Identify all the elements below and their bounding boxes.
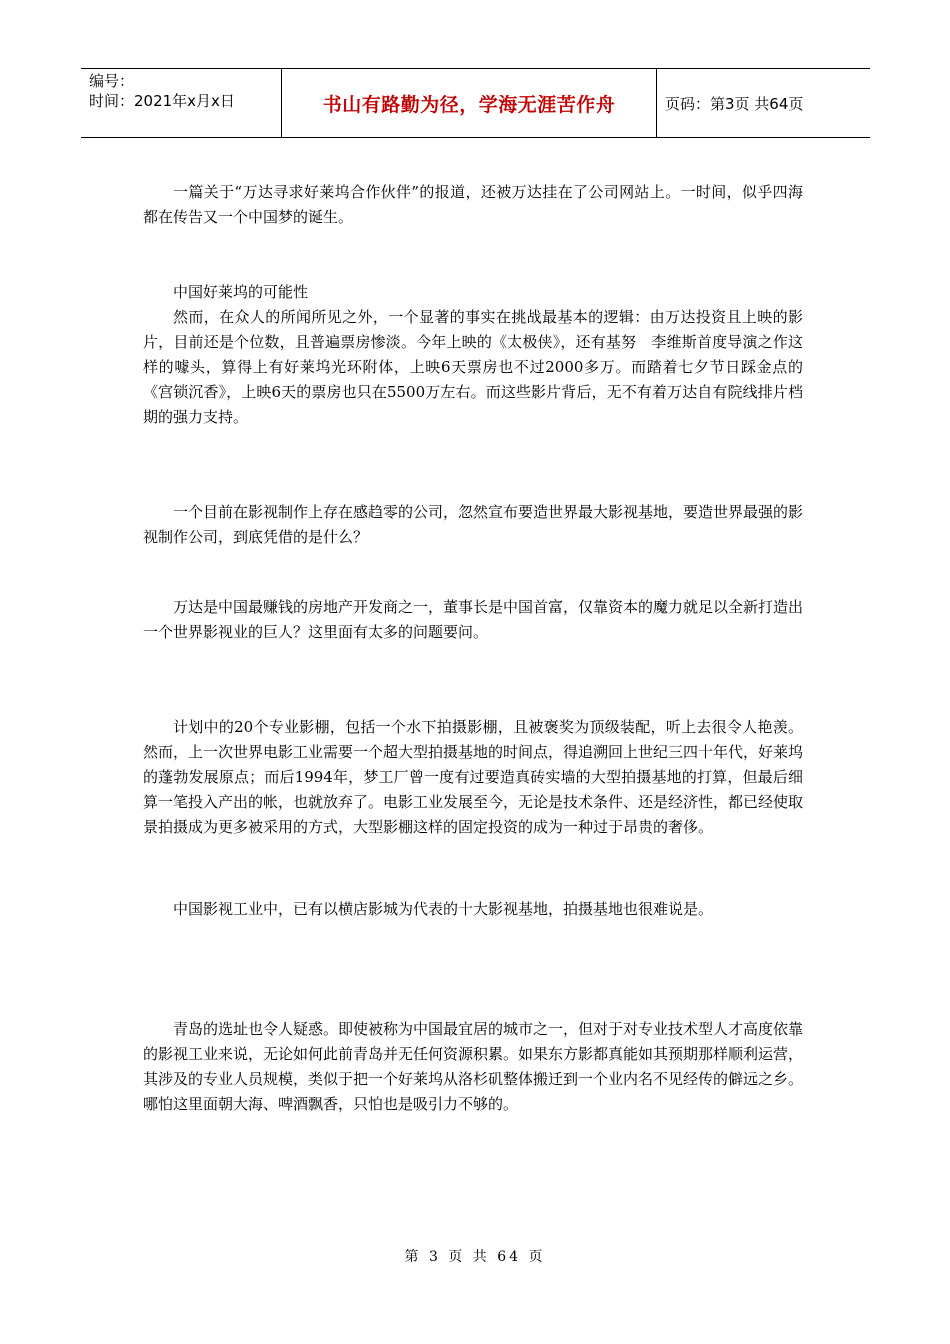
page-footer: 第 3 页 共 64 页 [404, 1249, 546, 1265]
header-page-info: 页码：第3页 共64页 [665, 94, 804, 113]
header-table [81, 68, 870, 138]
paragraph: 青岛的选址也令人疑惑。即使被称为中国最宜居的城市之一，但对于对专业技术型人才高度依靠的影视工业来说，无论如何此前青岛并无任何资源积累。如果东方影都真能如其预期那样顺利运营，其涉及的专业人员规模，类似于把一个好莱坞从洛杉矶整体搬迁到一个业内名不见经传的僻远之乡。哪怕这里面朝大海、啤酒飘香，只怕也是吸引力不够的。 [143, 1020, 804, 1113]
document-body [143, 180, 803, 1117]
document-number-label: 编号： [89, 72, 135, 90]
paragraph: 一个目前在影视制作上存在感趋零的公司，忽然宣布要造世界最大影视基地，要造世界最强的影视制作公司，到底凭借的是什么？ [143, 503, 804, 546]
paragraph: 万达是中国最赚钱的房地产开发商之一，董事长是中国首富，仅靠资本的魔力就足以全新打造出一个世界影视业的巨人？这里面有太多的问题要问。 [143, 598, 804, 641]
paragraph: 一篇关于“万达寻求好莱坞合作伙伴”的报道，还被万达挂在了公司网站上。一时间，似乎四海都在传告又一个中国梦的诞生。 [143, 183, 803, 226]
paragraph: 中国影视工业中，已有以横店影城为代表的十大影视基地，拍摄基地也很难说是。 [173, 900, 714, 918]
header-meta-cell [81, 69, 281, 137]
section-heading: 中国好莱坞的可能性 [173, 283, 309, 301]
header-motto: 书山有路勤为径，学海无涯苦作舟 [322, 93, 616, 116]
date-line: 时间：2021年x月x日 [89, 92, 235, 110]
paragraph: 计划中的20个专业影棚，包括一个水下拍摄影棚，且被褒奖为顶级装配，听上去很令人艳羡。然而，上一次世界电影工业需要一个超大型拍摄基地的时间点，得追溯回上世纪三四十年代，好莱坞的蓬勃发展原点；而后1994年，梦工厂曾一度有过要造真砖实墙的大型拍摄基地的打算，但最后细算一笔投入产出的帐，也就放弃了。电影工业发展至今，无论是技术条件、还是经济性，都已经使取景拍摄成为更多被采用的方式，大型影棚这样的固定投资的成为一种过于昂贵的奢侈。 [143, 718, 804, 836]
paragraph: 然而，在众人的所闻所见之外，一个显著的事实在挑战最基本的逻辑：由万达投资且上映的影片，目前还是个位数，且普遍票房惨淡。今年上映的《太极侠》，还有基努 李维斯首度导演之作这样的噱头，算得上有好莱坞光环附体，上映6天票房也不过2000多万。而踏着七夕节日踩金点的《宫锁沉香》，上映6天的票房也只在5500万左右。而这些影片背后，无不有着万达自有院线排片档期的强力支持。 [143, 308, 803, 426]
